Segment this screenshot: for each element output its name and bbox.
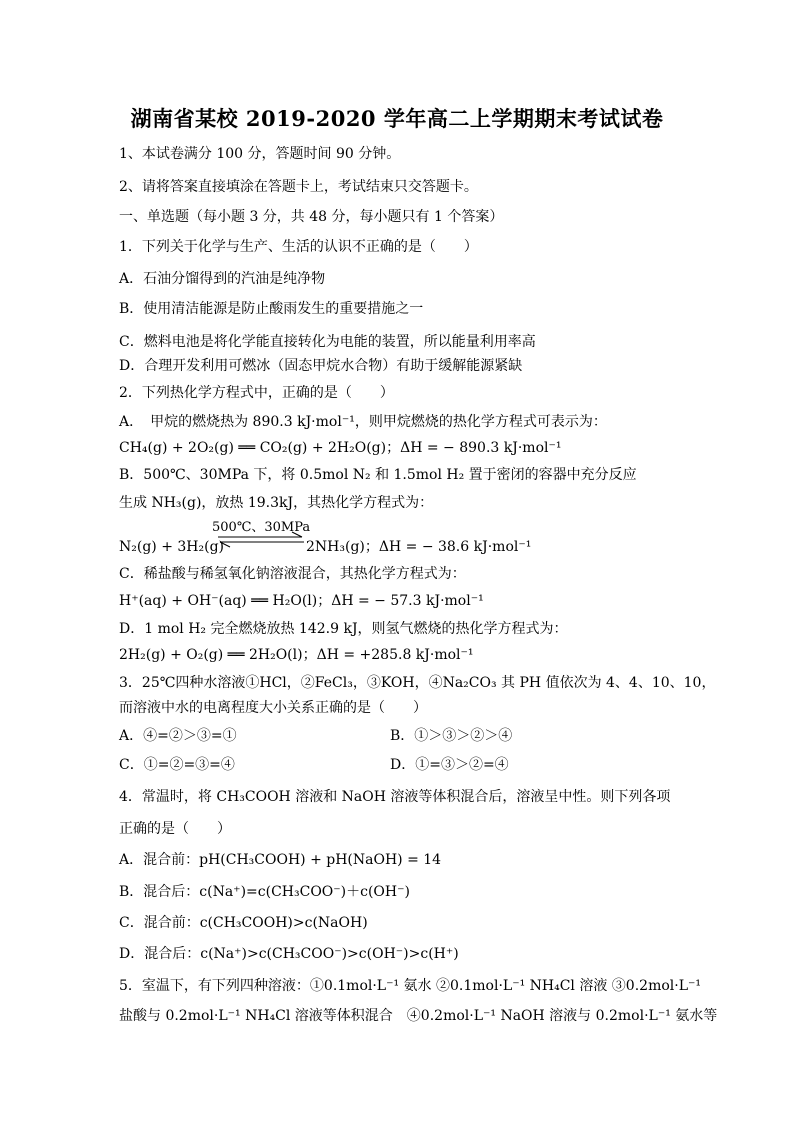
question-stem: 3．25℃四种水溶液①HCl，②FeCl₃，③KOH，④Na₂CO₃ 其 PH 值依次为 4、4、10、10， [119,675,716,691]
equation: 2H₂(g) + O₂(g) ══ 2H₂O(l)；ΔH = +285.8 kJ·mol⁻¹ [119,647,474,663]
question-stem-continued: 而溶液中水的电离程度大小关系正确的是（ ） [119,700,427,716]
question-stem: 4．常温时，将 CH₃COOH 溶液和 NaOH 溶液等体积混合后，溶液呈中性。则下列各项 [119,789,671,805]
equation: H⁺(aq) + OH⁻(aq) ══ H₂O(l)；ΔH = − 57.3 kJ·mol⁻¹ [119,593,484,609]
question-stem-continued: 正确的是（ ） [119,821,231,837]
question-stem: 2．下列热化学方程式中，正确的是（ ） [119,385,394,401]
option-b: B．混合后：c(Na⁺)=c(CH₃COO⁻)＋c(OH⁻) [119,884,410,900]
question-stem-continued: 盐酸与 0.2mol·L⁻¹ NH₄Cl 溶液等体积混合 ④0.2mol·L⁻¹ NaOH 溶液与 0.2mol·L⁻¹ 氨水等 [119,1008,718,1024]
option-c: C．燃料电池是将化学能直接转化为电能的装置，所以能量利用率高 [119,334,536,350]
option-b: B．500℃、30MPa 下，将 0.5mol N₂ 和 1.5mol H₂ 置于密闭的容器中充分反应 [119,467,637,483]
option-d: D．混合后：c(Na⁺)>c(CH₃COO⁻)>c(OH⁻)>c(H⁺) [119,946,459,962]
equation-right: 2NH₃(g)；ΔH = − 38.6 kJ·mol⁻¹ [306,539,532,555]
question-stem: 5．室温下，有下列四种溶液：①0.1mol·L⁻¹ 氨水 ②0.1mol·L⁻¹ NH₄Cl 溶液 ③0.2mol·L⁻¹ [119,978,702,994]
equation: CH₄(g) + 2O₂(g) ══ CO₂(g) + 2H₂O(g)；ΔH = − 890.3 kJ·mol⁻¹ [119,440,562,456]
option-c: C．混合前：c(CH₃COOH)>c(NaOH) [119,915,368,931]
option-c: C．①=②=③=④ [119,757,235,773]
note-line: 2、请将答案直接填涂在答题卡上，考试结束只交答题卡。 [119,179,478,195]
option-d: D．①=③＞②=④ [390,757,509,773]
page-title: 湖南省某校 2019-2020 学年高二上学期期末考试试卷 [130,106,664,131]
option-a: A． 甲烷的燃烧热为 890.3 kJ·mol⁻¹，则甲烷燃烧的热化学方程式可表示为： [119,414,607,430]
question-stem: 1．下列关于化学与生产、生活的认识不正确的是（ ） [119,239,478,255]
option-a: A．④=②＞③=① [119,728,237,744]
option-a: A．混合前：pH(CH₃COOH) + pH(NaOH) = 14 [119,852,442,868]
option-b-continued: 生成 NH₃(g)，放热 19.3kJ，其热化学方程式为： [119,495,434,511]
option-d: D．合理开发利用可燃冰（固态甲烷水合物）有助于缓解能源紧缺 [119,358,523,374]
section-heading: 一、单选题（每小题 3 分，共 48 分，每小题只有 1 个答案） [119,209,504,225]
note-line: 1、本试卷满分 100 分，答题时间 90 分钟。 [119,146,401,162]
option-b: B．①＞③＞②＞④ [390,728,513,744]
reaction-condition: 500℃、30MPa [212,520,311,535]
option-c: C．稀盐酸与稀氢氧化钠溶液混合，其热化学方程式为： [119,566,466,582]
option-b: B．使用清洁能源是防止酸雨发生的重要措施之一 [119,301,424,317]
reversible-arrow-icon [216,530,306,550]
option-a: A．石油分馏得到的汽油是纯净物 [119,271,326,287]
equation-left: N₂(g) + 3H₂(g) [119,539,224,555]
option-d: D．1 mol H₂ 完全燃烧放热 142.9 kJ，则氢气燃烧的热化学方程式为： [119,621,568,637]
